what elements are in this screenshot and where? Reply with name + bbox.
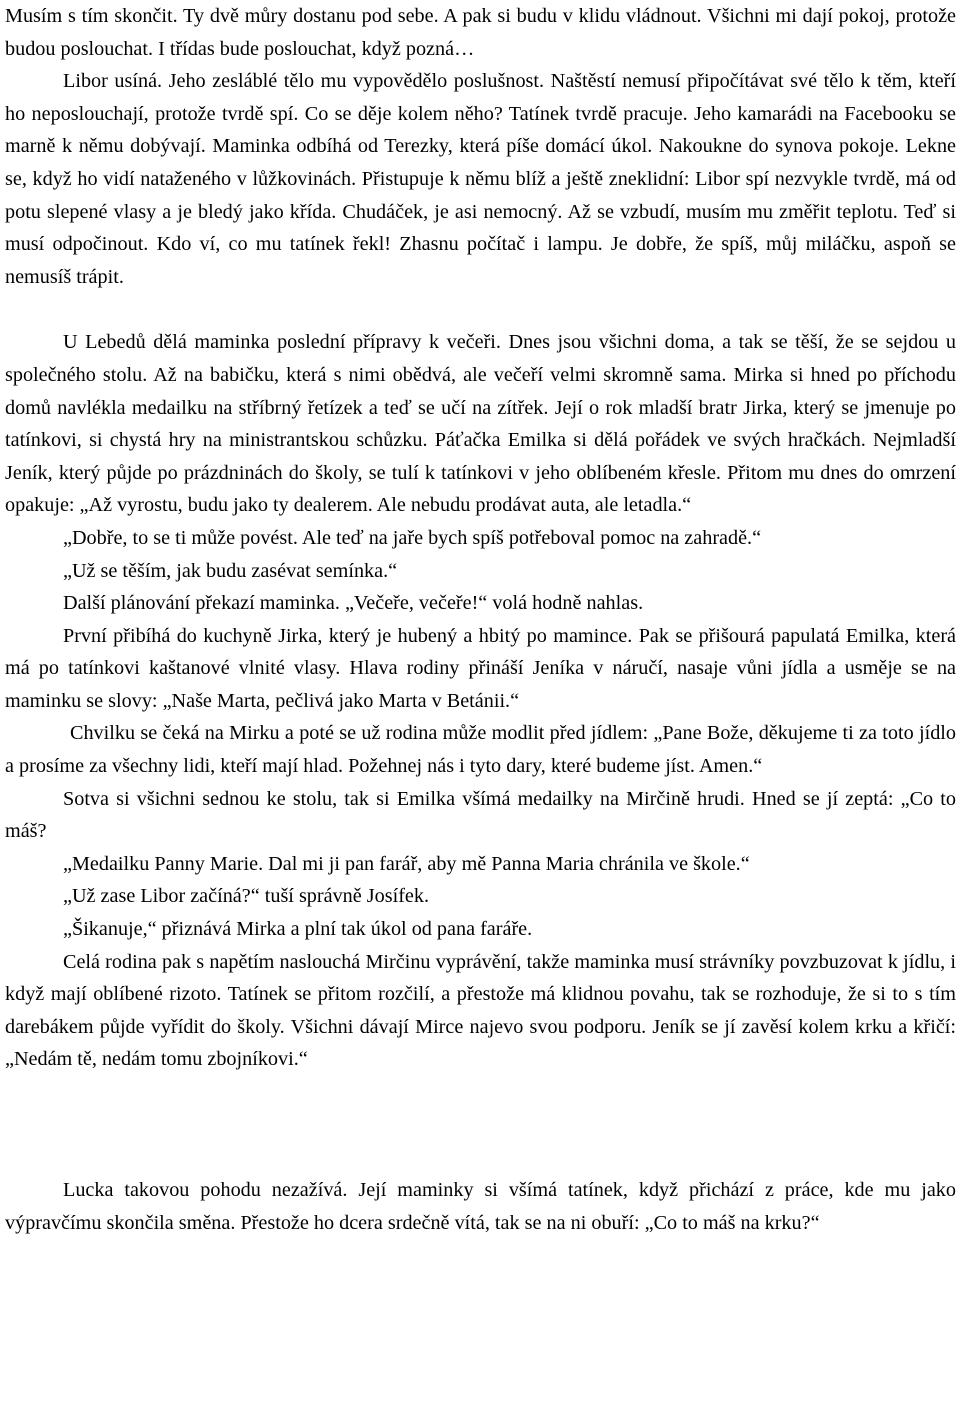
document-page <box>5 0 956 1239</box>
paragraph: Musím s tím skončit. Ty dvě můry dostanu pod sebe. A pak si budu v klidu vládnout. Všichni mi dají pokoj, protože budou poslouchat. I třídas bude poslouchat, když pozná… <box>5 5 956 60</box>
paragraph: Sotva si všichni sednou ke stolu, tak si Emilka všímá medailky na Mirčině hrudi. Hned se jí zeptá: „Co to máš? <box>5 787 956 843</box>
paragraph: Celá rodina pak s napětím naslouchá Mirčinu vyprávění, takže maminka musí strávníky povzbuzovat k jídlu, i když mají oblíbené rizoto. Tatínek se přitom rozčilí, a přestože má klidnou povahu, tak se rozhoduje, že si to s tím darebákem půjde vyřídit do školy. Všichni dávají Mirce najevo svou podporu. Jeník se jí zavěsí kolem krku a křičí: „Nedám tě, nedám tomu zbojníkovi.“ <box>5 950 956 1071</box>
section-break <box>5 1076 956 1174</box>
paragraph: U Lebedů dělá maminka poslední přípravy k večeři. Dnes jsou všichni doma, a tak se těší, že se sejdou u společného stolu. Až na babičku, která s nimi obědvá, ale večeří velmi skromně sama. Mirka si hned po příchodu domů navlékla medailku na stříbrný řetízek a teď se učí na zítřek. Její o rok mladší bratr Jirka, který se jmenuje po tatínkovi, si chystá hry na ministrantskou schůzku. Páťačka Emilka si dělá pořádek ve svých hračkách. Nejmladší Jeník, který půjde po prázdninách do školy, se tulí k tatínkovi v jeho oblíbeném křesle. Přitom mu dnes do omrzení opakuje: „Až vyrostu, budu jako ty dealerem. Ale nebudu prodávat auta, ale letadla.“ <box>5 331 956 517</box>
dialogue-line: „Medailku Panny Marie. Dal mi ji pan farář, aby mě Panna Maria chránila ve škole.“ <box>63 852 750 875</box>
paragraph: Libor usíná. Jeho zesláblé tělo mu vypovědělo poslušnost. Naštěstí nemusí připočítávat své tělo k těm, kteří ho neposlouchají, protože tvrdě spí. Co se děje kolem něho? Tatínek tvrdě pracuje. Jeho kamarádi na Facebooku se marně k němu dobývají. Maminka odbíhá od Terezky, která píše domácí úkol. Nakoukne do synova pokoje. Lekne se, když ho vidí nataženého v lůžkovinách. Přistupuje k němu blíž a ještě zneklidní: Libor spí nezvykle tvrdě, má od potu slepené vlasy a je bledý jako křída. Chudáček, je asi nemocný. Až se vzbudí, musím mu změřit teplotu. Teď si musí odpočinout. Kdo ví, co mu tatínek řekl! Zhasnu počítač i lampu. Je dobře, že spíš, můj miláčku, aspoň se nemusíš trápit. <box>5 70 956 288</box>
dialogue-line: „Šikanuje,“ přiznává Mirka a plní tak úkol od pana faráře. <box>63 918 533 941</box>
paragraph: Lucka takovou pohodu nezažívá. Její maminky si všímá tatínek, když přichází z práce, kde mu jako výpravčímu skončila směna. Přestože ho dcera srdečně vítá, tak se na ni obuří: „Co to máš na krku?“ <box>5 1179 956 1234</box>
paragraph: Chvilku se čeká na Mirku a poté se už rodina může modlit před jídlem: „Pane Bože, děkujeme ti za toto jídlo a prosíme za všechny lidi, kteří mají hlad. Požehnej nás i tyto dary, které budeme jíst. Amen.“ <box>5 722 956 778</box>
paragraph: Další plánování překazí maminka. „Večeře, večeře!“ volá hodně nahlas. <box>63 592 644 615</box>
dialogue-line: „Už se těším, jak budu zasévat semínka.“ <box>63 559 398 582</box>
dialogue-line: „Už zase Libor začíná?“ tuší správně Josífek. <box>63 885 430 908</box>
paragraph: První přibíhá do kuchyně Jirka, který je hubený a hbitý po mamince. Pak se přišourá papulatá Emilka, která má po tatínkovi kaštanové vlnité vlasy. Hlava rodiny přináší Jeníka v náručí, nasaje vůni jídla a usměje se na maminku se slovy: „Naše Marta, pečlivá jako Marta v Betánii.“ <box>5 624 956 712</box>
dialogue-line: „Dobře, to se ti může povést. Ale teď na jaře bych spíš potřeboval pomoc na zahradě.“ <box>63 526 762 549</box>
paragraph-gap <box>5 293 956 326</box>
